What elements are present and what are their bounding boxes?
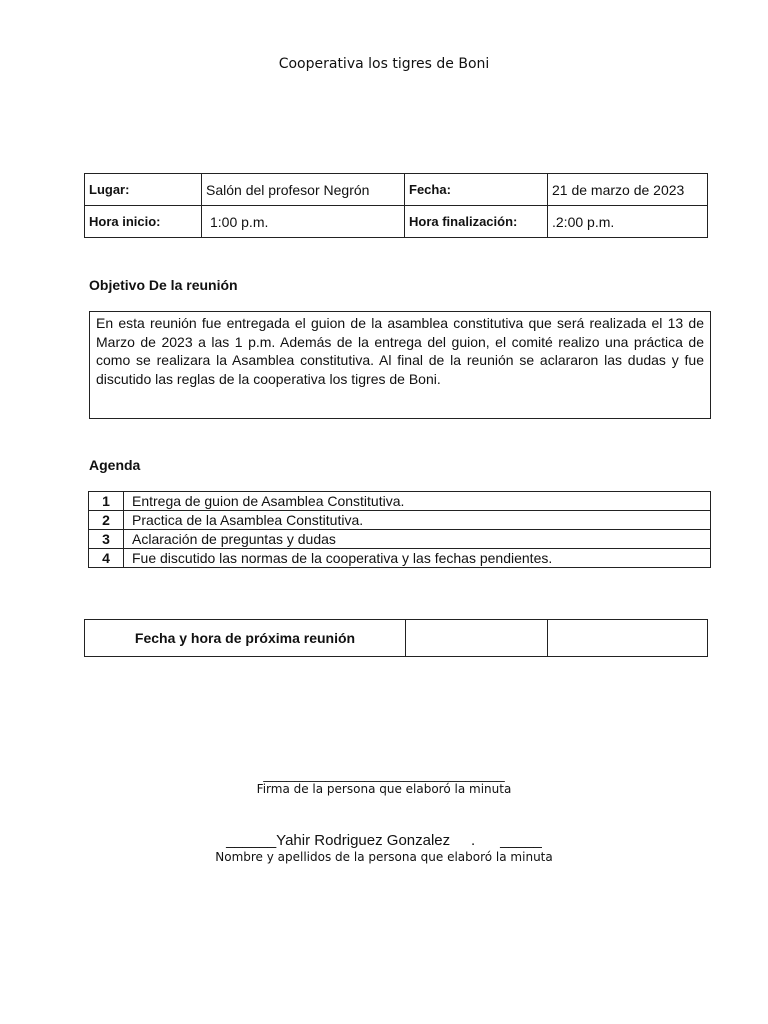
next-meeting-time-cell — [548, 620, 708, 657]
agenda-item-text: Practica de la Asamblea Constitutiva. — [124, 511, 711, 530]
agenda-item — [89, 530, 711, 549]
agenda-item-text: Fue discutido las normas de la cooperativa y las fechas pendientes. — [124, 549, 711, 568]
name-line — [0, 832, 768, 849]
name-prefix: ______ — [226, 832, 277, 849]
agenda-item-text: Entrega de guion de Asamblea Constitutiva. — [124, 492, 711, 511]
agenda-item — [89, 549, 711, 568]
agenda-item-number: 3 — [89, 530, 124, 549]
meeting-info-table — [84, 173, 708, 238]
date-value: 21 de marzo de 2023 — [548, 174, 708, 206]
agenda-item — [89, 492, 711, 511]
agenda-item-number: 4 — [89, 549, 124, 568]
objective-heading: Objetivo De la reunión — [89, 277, 238, 293]
meeting-info-row — [85, 174, 708, 206]
start-time-label: Hora inicio: — [85, 206, 202, 238]
agenda-item-number: 2 — [89, 511, 124, 530]
agenda-table — [88, 491, 711, 568]
next-meeting-row — [85, 620, 708, 657]
next-meeting-table — [84, 619, 708, 657]
place-value: Salón del profesor Negrón — [202, 174, 405, 206]
agenda-item — [89, 511, 711, 530]
agenda-item-number: 1 — [89, 492, 124, 511]
end-time-value: .2:00 p.m. — [548, 206, 708, 238]
next-meeting-date-cell — [406, 620, 548, 657]
author-name: Yahir Rodriguez Gonzalez — [276, 832, 451, 849]
place-label: Lugar: — [85, 174, 202, 206]
next-meeting-label: Fecha y hora de próxima reunión — [85, 620, 406, 657]
date-label: Fecha: — [405, 174, 548, 206]
signature-line: _______________________________ — [263, 766, 505, 782]
name-suffix: . _____ — [450, 832, 542, 849]
document-title: Cooperativa los tigres de Boni — [278, 56, 490, 72]
name-caption: Nombre y apellidos de la persona que elaboró la minuta — [215, 850, 553, 864]
agenda-item-text: Aclaración de preguntas y dudas — [124, 530, 711, 549]
agenda-heading: Agenda — [89, 457, 141, 473]
objective-text: En esta reunión fue entregada el guion de la asamblea constitutiva que será realizada el 13 de Marzo de 2023 a las 1 p.m. Además de la entrega del guion, el comité realizo una práctica de como se realizara la Asamblea constitutiva. Al final de la reunión se aclararon las dudas y fue discutido las reglas de la cooperativa los tigres de Boni. — [89, 311, 711, 419]
start-time-value: 1:00 p.m. — [202, 206, 405, 238]
meeting-info-row — [85, 206, 708, 238]
signature-caption: Firma de la persona que elaboró la minuta — [256, 782, 512, 796]
end-time-label: Hora finalización: — [405, 206, 548, 238]
